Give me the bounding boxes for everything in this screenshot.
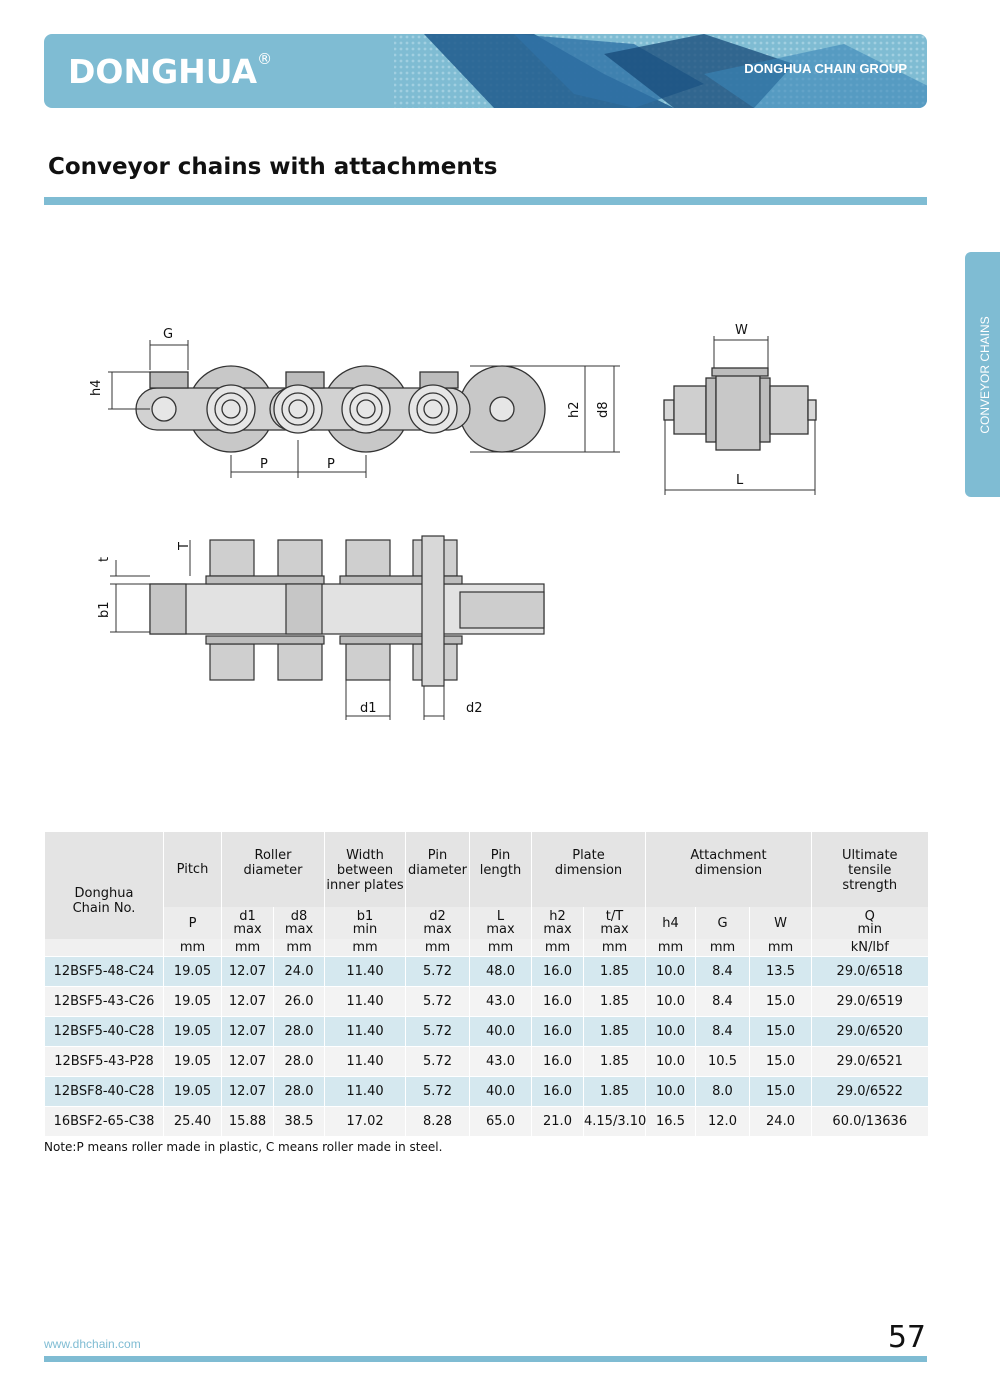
table-cell: 26.0 xyxy=(274,986,325,1016)
col-attachment-dimension: Attachment dimension xyxy=(646,832,812,907)
table-row xyxy=(45,986,928,1016)
table-cell: 8.0 xyxy=(696,1076,750,1106)
table-cell: 10.0 xyxy=(646,986,696,1016)
brand-logo: DONGHUA® xyxy=(68,50,273,91)
table-cell: 19.05 xyxy=(164,1016,222,1046)
table-cell: 60.0/13636 xyxy=(812,1106,928,1136)
table-cell: 12.07 xyxy=(222,986,274,1016)
table-cell: 5.72 xyxy=(406,956,470,986)
sym-Q: Q min xyxy=(812,907,928,939)
table-cell: 10.0 xyxy=(646,956,696,986)
table-cell: 40.0 xyxy=(470,1016,532,1046)
table-cell: 15.0 xyxy=(750,986,812,1016)
col-chain-no: Donghua Chain No. xyxy=(45,832,164,939)
chain-no-cell: 12BSF5-43-P28 xyxy=(45,1046,164,1076)
top-view xyxy=(150,536,544,686)
table-cell: 8.4 xyxy=(696,986,750,1016)
chain-no-cell: 16BSF2-65-C38 xyxy=(45,1106,164,1136)
table-cell: 11.40 xyxy=(325,1046,406,1076)
table-cell: 10.0 xyxy=(646,1016,696,1046)
table-row xyxy=(45,956,928,986)
label-d1: d1 xyxy=(360,701,377,716)
label-W: W xyxy=(735,323,748,338)
unit-cell: mm xyxy=(584,939,646,956)
table-cell: 43.0 xyxy=(470,1046,532,1076)
table-cell: 29.0/6519 xyxy=(812,986,928,1016)
table-cell: 19.05 xyxy=(164,1076,222,1106)
footer-url[interactable]: www.dhchain.com xyxy=(44,1337,141,1351)
spec-table xyxy=(44,832,928,1136)
label-t: t xyxy=(97,556,112,562)
table-cell: 28.0 xyxy=(274,1016,325,1046)
table-cell: 43.0 xyxy=(470,986,532,1016)
table-cell: 12.07 xyxy=(222,1046,274,1076)
sym-tT: t/T max xyxy=(584,907,646,939)
table-cell: 5.72 xyxy=(406,1046,470,1076)
table-cell: 11.40 xyxy=(325,1076,406,1106)
sym-W: W xyxy=(750,907,812,939)
table-cell: 38.5 xyxy=(274,1106,325,1136)
side-view xyxy=(136,366,545,452)
col-roller-diameter: Roller diameter xyxy=(222,832,325,907)
chain-no-cell: 12BSF5-43-C26 xyxy=(45,986,164,1016)
table-row xyxy=(45,1046,928,1076)
table-cell: 16.0 xyxy=(532,1046,584,1076)
table-cell: 24.0 xyxy=(750,1106,812,1136)
sym-h4: h4 xyxy=(646,907,696,939)
table-cell: 65.0 xyxy=(470,1106,532,1136)
page-title: Conveyor chains with attachments xyxy=(48,154,498,180)
col-width-inner: Width between inner plates xyxy=(325,832,406,907)
page-number: 57 xyxy=(887,1320,926,1355)
unit-cell: mm xyxy=(274,939,325,956)
table-row xyxy=(45,1106,928,1136)
table-cell: 15.88 xyxy=(222,1106,274,1136)
table-cell: 29.0/6518 xyxy=(812,956,928,986)
unit-cell: mm xyxy=(696,939,750,956)
table-row xyxy=(45,1016,928,1046)
sym-d1: d1 max xyxy=(222,907,274,939)
table-cell: 1.85 xyxy=(584,1046,646,1076)
spec-table-body xyxy=(45,956,928,1136)
unit-cell: mm xyxy=(222,939,274,956)
table-cell: 1.85 xyxy=(584,986,646,1016)
unit-cell: mm xyxy=(325,939,406,956)
chain-no-cell: 12BSF5-48-C24 xyxy=(45,956,164,986)
table-cell: 29.0/6522 xyxy=(812,1076,928,1106)
label-T: T xyxy=(177,542,192,550)
units-label-cell xyxy=(45,939,164,956)
table-cell: 4.15/3.10 xyxy=(584,1106,646,1136)
sym-G: G xyxy=(696,907,750,939)
footer-rule xyxy=(44,1356,927,1362)
table-cell: 19.05 xyxy=(164,956,222,986)
table-cell: 11.40 xyxy=(325,956,406,986)
side-tab-label: CONVEYOR CHAINS xyxy=(978,315,992,434)
table-cell: 8.4 xyxy=(696,1016,750,1046)
unit-cell: mm xyxy=(750,939,812,956)
unit-cell: mm xyxy=(532,939,584,956)
table-cell: 16.0 xyxy=(532,986,584,1016)
unit-cell: mm xyxy=(406,939,470,956)
table-cell: 8.4 xyxy=(696,956,750,986)
label-d8: d8 xyxy=(596,401,611,418)
table-cell: 5.72 xyxy=(406,1016,470,1046)
table-cell: 8.28 xyxy=(406,1106,470,1136)
col-pitch: Pitch xyxy=(164,832,222,907)
table-cell: 12.07 xyxy=(222,956,274,986)
table-cell: 10.5 xyxy=(696,1046,750,1076)
label-G: G xyxy=(163,327,174,342)
table-cell: 10.0 xyxy=(646,1076,696,1106)
table-cell: 5.72 xyxy=(406,986,470,1016)
col-pin-diameter: Pin diameter xyxy=(406,832,470,907)
table-cell: 10.0 xyxy=(646,1046,696,1076)
unit-cell: mm xyxy=(470,939,532,956)
table-cell: 15.0 xyxy=(750,1076,812,1106)
table-cell: 48.0 xyxy=(470,956,532,986)
table-note: Note:P means roller made in plastic, C means roller made in steel. xyxy=(44,1140,443,1154)
table-cell: 16.0 xyxy=(532,1076,584,1106)
sym-h2: h2 max xyxy=(532,907,584,939)
sym-d2: d2 max xyxy=(406,907,470,939)
table-cell: 1.85 xyxy=(584,956,646,986)
table-cell: 11.40 xyxy=(325,1016,406,1046)
sym-L: L max xyxy=(470,907,532,939)
group-name: DONGHUA CHAIN GROUP xyxy=(744,61,907,76)
table-cell: 17.02 xyxy=(325,1106,406,1136)
table-cell: 16.0 xyxy=(532,1016,584,1046)
table-cell: 24.0 xyxy=(274,956,325,986)
table-cell: 19.05 xyxy=(164,986,222,1016)
table-cell: 16.5 xyxy=(646,1106,696,1136)
table-row xyxy=(45,1076,928,1106)
unit-cell: mm xyxy=(164,939,222,956)
unit-cell: kN/lbf xyxy=(812,939,928,956)
table-cell: 15.0 xyxy=(750,1046,812,1076)
col-plate-dimension: Plate dimension xyxy=(532,832,646,907)
label-L: L xyxy=(736,473,744,488)
col-pin-length: Pin length xyxy=(470,832,532,907)
table-cell: 40.0 xyxy=(470,1076,532,1106)
label-d2: d2 xyxy=(466,701,483,716)
label-P-2: P xyxy=(327,457,335,472)
table-cell: 29.0/6520 xyxy=(812,1016,928,1046)
sym-b1: b1 min xyxy=(325,907,406,939)
table-cell: 13.5 xyxy=(750,956,812,986)
table-cell: 5.72 xyxy=(406,1076,470,1106)
label-P-1: P xyxy=(260,457,268,472)
unit-cell: mm xyxy=(646,939,696,956)
label-b1: b1 xyxy=(97,601,112,618)
label-h4: h4 xyxy=(89,379,104,396)
table-cell: 12.07 xyxy=(222,1076,274,1106)
sym-P: P xyxy=(164,907,222,939)
table-cell: 21.0 xyxy=(532,1106,584,1136)
end-view xyxy=(664,368,816,450)
sym-d8: d8 max xyxy=(274,907,325,939)
table-cell: 15.0 xyxy=(750,1016,812,1046)
table-cell: 16.0 xyxy=(532,956,584,986)
table-cell: 1.85 xyxy=(584,1016,646,1046)
table-cell: 12.0 xyxy=(696,1106,750,1136)
table-cell: 29.0/6521 xyxy=(812,1046,928,1076)
table-cell: 12.07 xyxy=(222,1016,274,1046)
table-cell: 1.85 xyxy=(584,1076,646,1106)
table-cell: 28.0 xyxy=(274,1046,325,1076)
table-cell: 19.05 xyxy=(164,1046,222,1076)
table-cell: 25.40 xyxy=(164,1106,222,1136)
table-cell: 11.40 xyxy=(325,986,406,1016)
col-tensile-strength: Ultimate tensile strength xyxy=(812,832,928,907)
chain-no-cell: 12BSF8-40-C28 xyxy=(45,1076,164,1106)
table-cell: 28.0 xyxy=(274,1076,325,1106)
label-h2: h2 xyxy=(567,401,582,418)
chain-no-cell: 12BSF5-40-C28 xyxy=(45,1016,164,1046)
